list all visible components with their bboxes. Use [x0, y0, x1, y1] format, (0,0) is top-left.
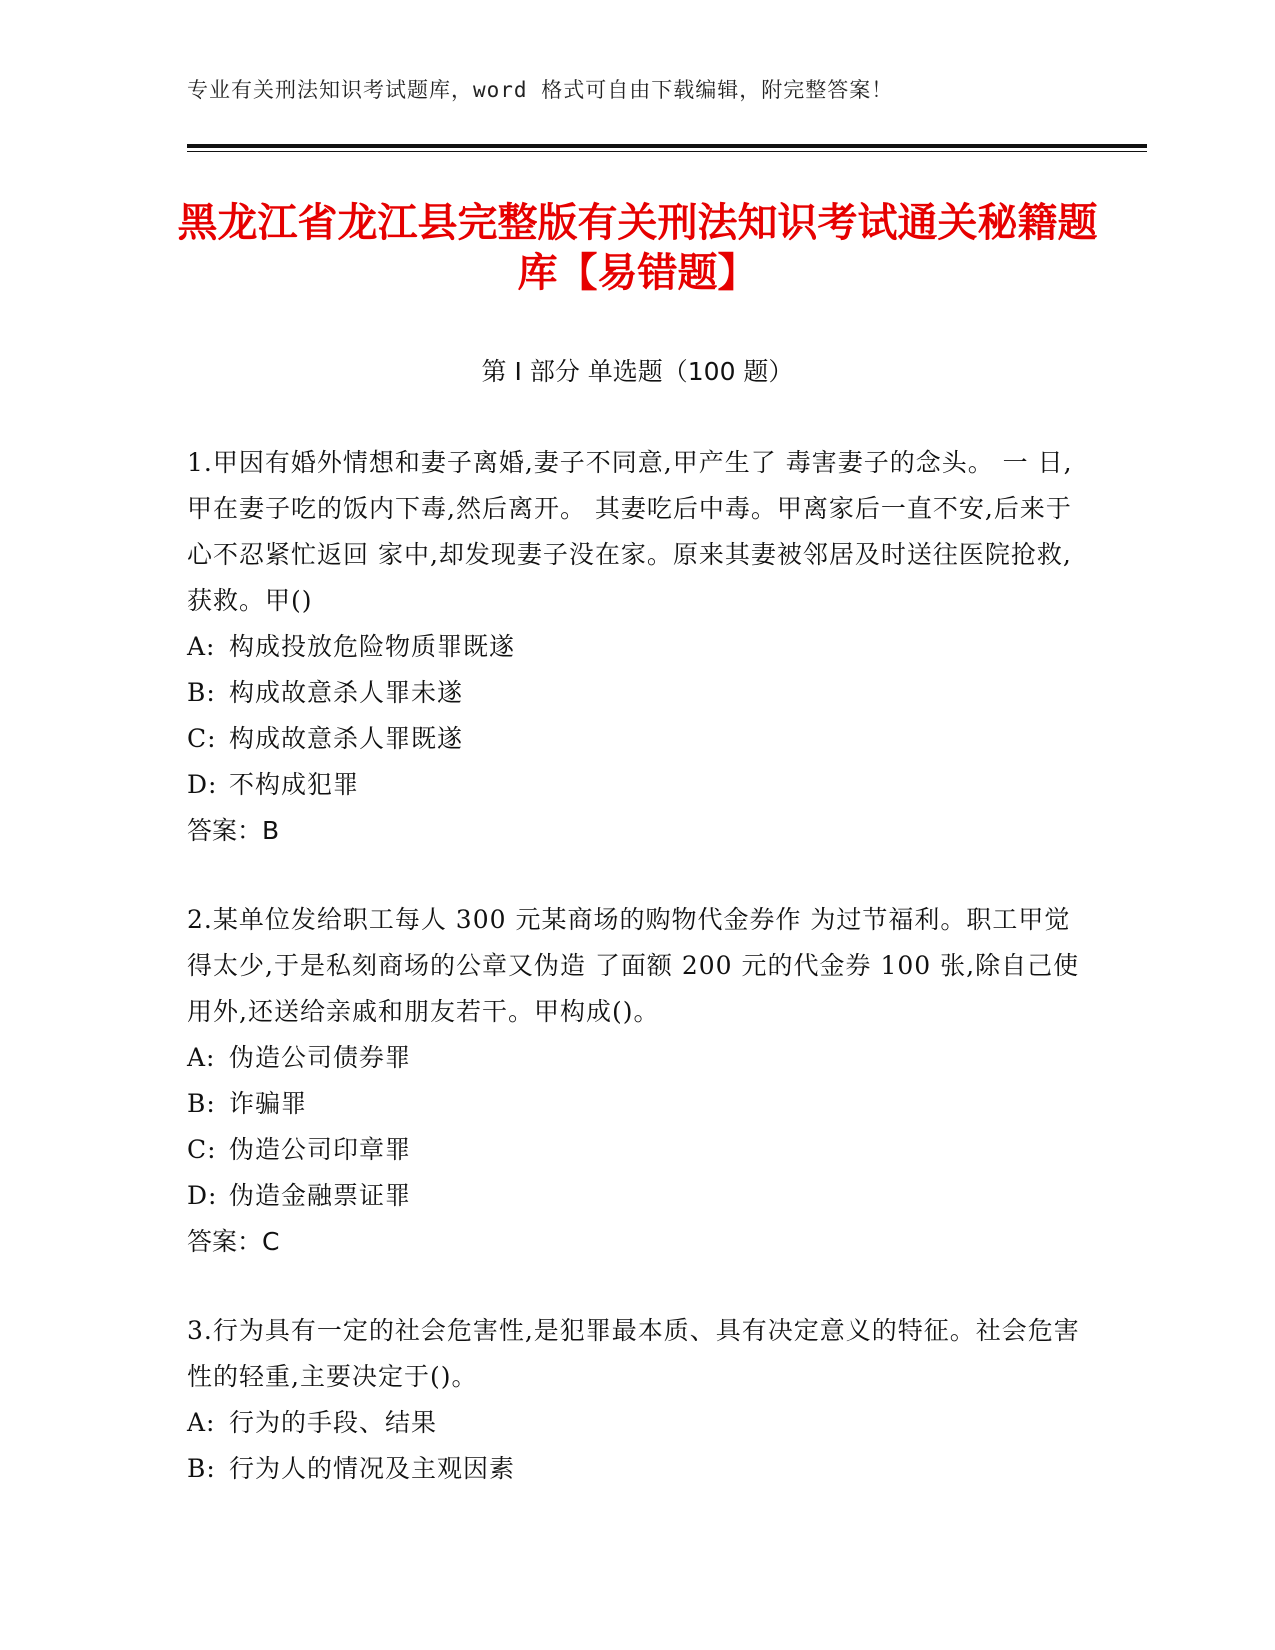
option-text: 行为的手段、结果 — [229, 1408, 438, 1437]
question-list — [187, 440, 1087, 1535]
answer: 答案：C — [187, 1227, 280, 1256]
option-b — [187, 670, 1087, 716]
option-c — [187, 1127, 1087, 1173]
option-letter: B: — [187, 678, 216, 707]
option-text: 构成故意杀人罪未遂 — [229, 678, 464, 707]
option-text: 伪造金融票证罪 — [229, 1181, 412, 1210]
option-a — [187, 624, 1087, 670]
option-text: 诈骗罪 — [229, 1089, 308, 1118]
option-b — [187, 1446, 1087, 1492]
option-letter: A: — [187, 1043, 216, 1072]
option-letter: B: — [187, 1454, 216, 1483]
question-2 — [187, 897, 1087, 1265]
option-letter: D: — [187, 1181, 218, 1210]
question-3 — [187, 1308, 1087, 1492]
header-rule-thick — [187, 144, 1147, 148]
option-text: 构成故意杀人罪既遂 — [229, 724, 464, 753]
answer: 答案：B — [187, 816, 280, 845]
option-text: 伪造公司印章罪 — [229, 1135, 412, 1164]
option-text: 不构成犯罪 — [229, 770, 360, 799]
option-c — [187, 716, 1087, 762]
option-letter: C: — [187, 724, 217, 753]
option-text: 构成投放危险物质罪既遂 — [229, 632, 516, 661]
option-letter: C: — [187, 1135, 217, 1164]
section-heading: 第 I 部分 单选题（100 题） — [481, 357, 794, 386]
question-1 — [187, 440, 1087, 854]
header-rule-thin — [187, 151, 1147, 152]
header-note: 专业有关刑法知识考试题库，word 格式可自由下载编辑，附完整答案！ — [187, 78, 894, 102]
option-letter: D: — [187, 770, 218, 799]
option-letter: A: — [187, 632, 216, 661]
option-a — [187, 1035, 1087, 1081]
option-d — [187, 1173, 1087, 1219]
question-text: 3.行为具有一定的社会危害性,是犯罪最本质、具有决定意义的特征。社会危害性的轻重,主要决定于()。 — [187, 1316, 1080, 1391]
option-text: 行为人的情况及主观因素 — [229, 1454, 516, 1483]
option-a — [187, 1400, 1087, 1446]
option-text: 伪造公司债券罪 — [229, 1043, 412, 1072]
option-letter: A: — [187, 1408, 216, 1437]
option-letter: B: — [187, 1089, 216, 1118]
option-d — [187, 762, 1087, 808]
question-text: 2.某单位发给职工每人 300 元某商场的购物代金券作 为过节福利。职工甲觉得太少,于是私刻商场的公章又伪造 了面额 200 元的代金券 100 张,除自己使用外,还送给亲戚和朋友若干。甲构成()。 — [187, 905, 1080, 1026]
option-b — [187, 1081, 1087, 1127]
document-title: 黑龙江省龙江县完整版有关刑法知识考试通关秘籍题库【易错题】 — [177, 200, 1098, 296]
question-text: 1.甲因有婚外情想和妻子离婚,妻子不同意,甲产生了 毒害妻子的念头。 一 日,甲在妻子吃的饭内下毒,然后离开。 其妻吃后中毒。甲离家后一直不安,后来于心不忍紧忙返回 家中,却发现妻子没在家。原来其妻被邻居及时送往医院抢救,获救。甲() — [187, 448, 1073, 615]
